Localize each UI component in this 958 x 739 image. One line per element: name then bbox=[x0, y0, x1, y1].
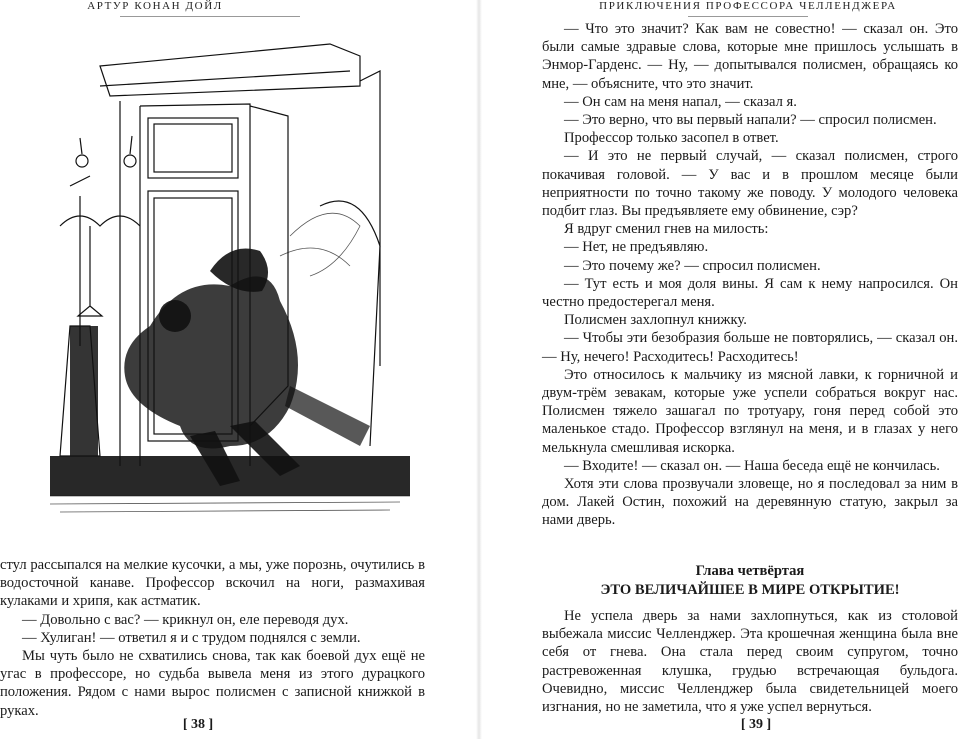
paragraph: — И это не первый случай, — сказал полисмен, строго покачивая головой. — У вас и в прошлом месяце были неприятности по точно такому же поводу. У молодого человека подбит глаз. Вы предъявляете ему обвинение, сэр? bbox=[542, 148, 958, 220]
paragraph: — Довольно с вас? — крикнул он, еле переводя дух. bbox=[22, 611, 349, 628]
chapter-label: Глава четвёртая bbox=[695, 563, 805, 579]
paragraph: Это относилось к мальчику из мясной лавки, к горничной и двум-трём зевакам, которые уже успели собраться вокруг нас. Полисмен тяжело зашагал по тротуару, гоня перед собой это маленькое стадо. Профессор взглянул на меня, и в глазах у него мелькнула смешливая искорка. bbox=[542, 366, 958, 456]
paragraph: — Что это значит? Как вам не совестно! — сказал он. Это были самые здравые слова, которые мне пришлось услышать в Энмор-Гарденс. — Ну, — допытывался полисмен, обращаясь ко мне, — объясните, что это значит. bbox=[542, 21, 958, 92]
chapter-title: ЭТО ВЕЛИЧАЙШЕЕ В МИРЕ ОТКРЫТИЕ! bbox=[600, 582, 900, 598]
paragraph: Мы чуть было не схватились снова, так как боевой дух ещё не угас в профессоре, но судьба вывела меня из этого дурацкого положения. Рядом с нами вырос полисмен с записной книжкой в руках. bbox=[0, 648, 425, 719]
right-page bbox=[488, 0, 958, 739]
paragraph: — Нет, не предъявляю. bbox=[564, 239, 709, 256]
right-page-text-top bbox=[542, 20, 958, 530]
book-gutter bbox=[476, 0, 482, 739]
paragraph: — Это верно, что вы первый напали? — спросил полисмен. bbox=[564, 112, 937, 129]
book-illustration bbox=[30, 26, 410, 536]
paragraph: Полисмен захлопнул книжку. bbox=[564, 312, 747, 329]
paragraph: — Хулиган! — ответил я и с трудом поднялся с земли. bbox=[22, 629, 361, 646]
running-head-rule bbox=[688, 16, 808, 17]
paragraph: — Чтобы эти безобразия больше не повторялись, — сказал он. — Ну, нечего! Расходитесь! Расходитесь! bbox=[542, 330, 958, 365]
paragraph: стул рассыпался на мелкие кусочки, а мы, уже порознь, очутились в водосточной канаве. Профессор вскочил на ноги, размахивая кулаками и хрипя, как астматик. bbox=[0, 557, 425, 610]
paragraph: — Он сам на меня напал, — сказал я. bbox=[564, 93, 797, 110]
paragraph: Профессор только засопел в ответ. bbox=[564, 130, 779, 147]
page-number-left: [ 38 ] bbox=[182, 717, 214, 732]
left-page bbox=[0, 0, 470, 739]
paragraph: Не успела дверь за нами захлопнуться, как из столовой выбежала миссис Челленджер. Эта крошечная женщина была вне себя от гнева. Она стала перед своим супругом, точно растревоженная клушка, грудью встречающая бульдога. Очевидно, миссис Челленджер была свидетельницей моего изгнания, но не заметила, что я уже успел вернуться. bbox=[542, 608, 958, 716]
left-page-text bbox=[0, 556, 425, 720]
chapter-heading bbox=[542, 562, 958, 599]
paragraph: — Тут есть и моя доля вины. Я сам к нему напросился. Он честно предостерегал меня. bbox=[542, 275, 958, 311]
right-page-text-bottom bbox=[542, 607, 958, 716]
paragraph: — Это почему же? — спросил полисмен. bbox=[564, 257, 821, 274]
paragraph: Я вдруг сменил гнев на милость: bbox=[564, 221, 769, 238]
paragraph: — Входите! — сказал он. — Наша беседа ещё не кончилась. bbox=[564, 457, 940, 474]
running-head-author: АРТУР КОНАН ДОЙЛ bbox=[87, 0, 223, 12]
running-head-title: ПРИКЛЮЧЕНИЯ ПРОФЕССОРА ЧЕЛЛЕНДЖЕРА bbox=[599, 0, 897, 12]
running-head-rule bbox=[120, 16, 300, 17]
page-number-right: [ 39 ] bbox=[740, 717, 772, 732]
paragraph: Хотя эти слова прозвучали зловеще, но я последовал за ним в дом. Лакей Остин, похожий на деревянную статую, закрыл за нами дверь. bbox=[542, 476, 958, 529]
